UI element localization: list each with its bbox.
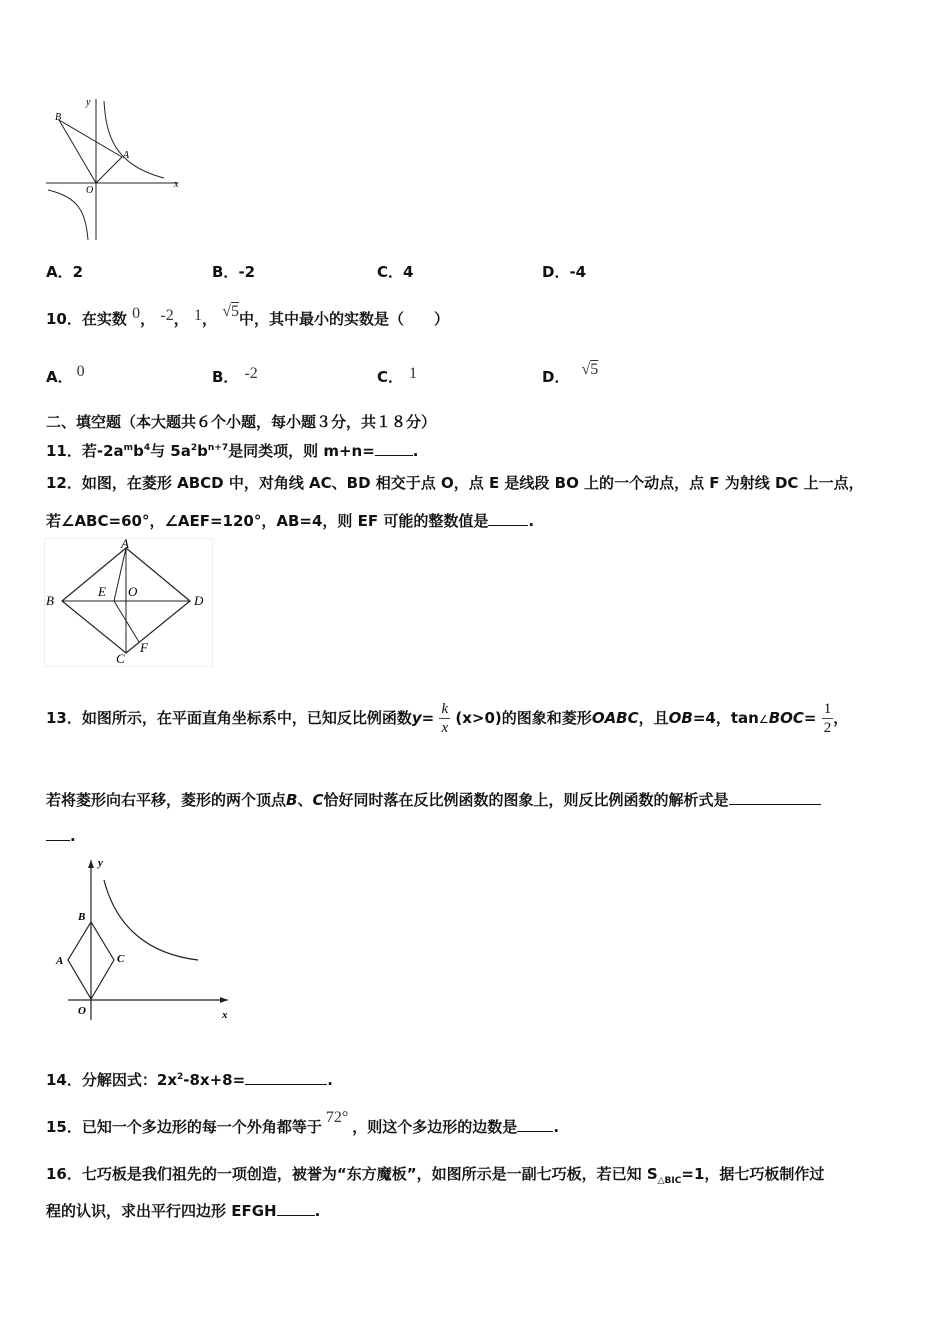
q11-stem: 11．若$-2a^mb^4$与 $5a^2b^{n+7}$是同类项，则 m+n= . xyxy=(46,442,419,460)
num-neg-two: -2 xyxy=(160,307,174,324)
q13-figure xyxy=(48,852,248,1027)
q9-option-a[interactable]: A．2 xyxy=(46,263,84,281)
q10-stem: 10．在实数 0， -2， 1， √5中，其中最小的实数是（ ） xyxy=(46,303,449,328)
label-b: B xyxy=(78,911,86,923)
q12-line1: 12．如图，在菱形 ABCD 中，对角线 AC、BD 相交于点 O，点 E 是线段 BO 上的一个动点，点 F 为射线 DC 上一点， xyxy=(46,474,864,492)
segment-ba xyxy=(59,120,122,157)
hyperbola xyxy=(104,880,198,960)
q9-figure xyxy=(44,95,184,245)
q9-option-d[interactable]: D．-4 xyxy=(542,263,587,281)
q13-line2: 若将菱形向右平移，菱形的两个顶点B、C恰好同时落在反比例函数的图象上，则反比例函数的解析式是 xyxy=(46,789,821,810)
q10-option-c[interactable]: C． 1 xyxy=(377,365,418,386)
q13-line3: . xyxy=(46,826,76,845)
label-y: y xyxy=(98,857,103,869)
label-a: A xyxy=(123,150,130,161)
answer-blank[interactable] xyxy=(517,1117,553,1132)
label-e: E xyxy=(98,584,106,599)
q9-option-c[interactable]: C．4 xyxy=(377,263,414,281)
label-f: F xyxy=(140,640,148,655)
segment-oa xyxy=(96,157,122,183)
answer-blank[interactable] xyxy=(375,441,413,456)
answer-blank[interactable] xyxy=(277,1201,315,1216)
fraction-one-half: $\frac{1}{2}$ xyxy=(823,701,832,736)
q9-option-b[interactable]: B．-2 xyxy=(212,263,256,281)
answer-blank[interactable] xyxy=(245,1070,327,1085)
q12-figure xyxy=(44,538,214,668)
num-sqrt5: √5 xyxy=(222,303,239,320)
q10-option-d[interactable]: D． √5 xyxy=(542,361,599,386)
label-a: A xyxy=(121,538,129,551)
hyperbola-branch-left xyxy=(48,190,88,240)
label-d: D xyxy=(194,593,204,608)
label-b: B xyxy=(55,112,62,123)
q13-line1: 13．如图所示，在平面直角坐标系中，已知反比例函数y= $\frac{k}{x}$ (x>0)的图象和菱形OABC，且OB=4，tan∠BOC= $\frac{1}{2}$ ， xyxy=(46,701,849,736)
label-y: y xyxy=(86,97,91,108)
num-one: 1 xyxy=(193,307,202,324)
label-c: C xyxy=(116,651,125,666)
answer-blank[interactable] xyxy=(729,790,821,805)
segment-ob xyxy=(59,120,96,183)
label-x: x xyxy=(174,179,179,190)
answer-blank-cont[interactable] xyxy=(46,826,70,841)
label-o: O xyxy=(78,1005,86,1017)
q16-line1: 16．七巧板是我们祖先的一项创造，被誉为“东方魔板”，如图所示是一副七巧板，若已知 $S_{\triangle BIC}=1$，据七巧板制作过 xyxy=(46,1165,825,1186)
q15-stem: 15．已知一个多边形的每一个外角都等于72°，则这个多边形的边数是 . xyxy=(46,1109,560,1136)
label-b: B xyxy=(46,593,54,608)
q12-line2: 若∠ABC=60°，∠AEF=120°，AB=4，则 EF 可能的整数值是 . xyxy=(46,512,535,530)
num-zero: 0 xyxy=(132,305,141,322)
q14-stem: 14．分解因式：$2x^2-8x+8=$ . xyxy=(46,1071,333,1089)
answer-blank[interactable] xyxy=(488,511,528,526)
label-c: C xyxy=(117,953,125,965)
label-a: A xyxy=(56,955,64,967)
q16-line2: 程的认识，求出平行四边形 EFGH . xyxy=(46,1202,321,1220)
label-o: O xyxy=(86,185,94,196)
q10-option-b[interactable]: B． -2 xyxy=(212,365,258,386)
label-x: x xyxy=(222,1009,228,1021)
label-o: O xyxy=(128,584,138,599)
q10-option-a[interactable]: A． 0 xyxy=(46,363,85,386)
fraction-k-over-x: $\frac{k}{x}$ xyxy=(441,701,449,736)
section-title: 二、填空题（本大题共６个小题，每小题３分，共１８分） xyxy=(46,413,437,431)
